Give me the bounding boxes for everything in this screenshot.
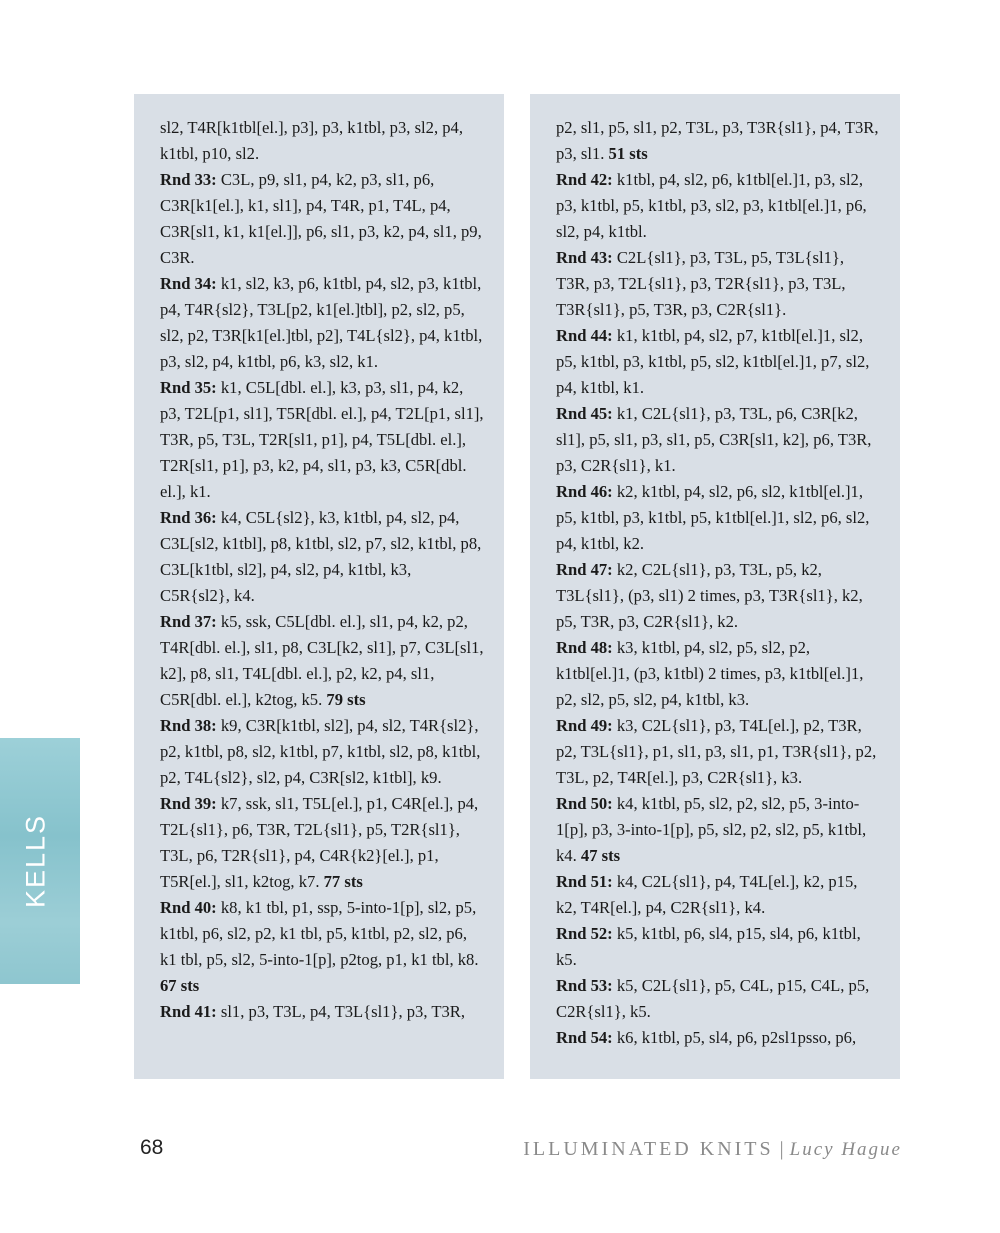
- round-instruction: [556, 115, 880, 167]
- round-label: Rnd 49:: [556, 716, 613, 735]
- round-text: k2, k1tbl, p4, sl2, p6, sl2, k1tbl[el.]1, p5, k1tbl, p3, k1tbl, p5, k1tbl[el.]1, sl2, p6, sl2, p4, k1tbl, k2.: [556, 482, 870, 553]
- round-instruction: [160, 115, 484, 167]
- round-instruction: [556, 1025, 880, 1051]
- round-text: k4, k1tbl, p5, sl2, p2, sl2, p5, 3-into-1[p], p3, 3-into-1[p], p5, sl2, p2, sl2, p5, k1tbl, k4.: [556, 794, 867, 865]
- round-text: C2L{sl1}, p3, T3L, p5, T3L{sl1}, T3R, p3, T2L{sl1}, p3, T2R{sl1}, p3, T3L, T3R{sl1}, p5, T3R, p3, C2R{sl1}.: [556, 248, 846, 319]
- round-label: Rnd 45:: [556, 404, 613, 423]
- round-label: Rnd 39:: [160, 794, 217, 813]
- round-instruction: [556, 921, 880, 973]
- round-instruction: [160, 791, 484, 895]
- round-text: k1, sl2, k3, p6, k1tbl, p4, sl2, p3, k1tbl, p4, T4R{sl2}, T3L[p2, k1[el.]tbl], p2, sl2, p5, sl2, p2, T3R[k1[el.]tbl, p2], T4L{sl2}, p4, k1tbl, p3, sl2, p4, k1tbl, p6, k3, sl2, k1.: [160, 274, 483, 371]
- round-text: k1, C5L[dbl. el.], k3, p3, sl1, p4, k2, p3, T2L[p1, sl1], T5R[dbl. el.], p4, T2L[p1, sl1], T3R, p5, T3L, T2R[sl1, p1], p4, T5L[dbl. el.], T2R[sl1, p1], p3, k2, p4, sl1, p3, k3, C5R[dbl. el.], k1.: [160, 378, 484, 501]
- round-label: Rnd 54:: [556, 1028, 613, 1047]
- round-label: Rnd 47:: [556, 560, 613, 579]
- round-label: Rnd 48:: [556, 638, 613, 657]
- round-instruction: [160, 999, 484, 1025]
- round-instruction: [160, 375, 484, 505]
- round-instruction: [556, 635, 880, 713]
- round-label: Rnd 37:: [160, 612, 217, 631]
- author-name: Lucy Hague: [789, 1139, 902, 1160]
- round-text: k1, C2L{sl1}, p3, T3L, p6, C3R[k2, sl1], p5, sl1, p3, sl1, p5, C3R[sl1, k2], p6, T3R, p3, C2R{sl1}, k1.: [556, 404, 872, 475]
- section-tab: [0, 738, 80, 984]
- round-text: k4, C2L{sl1}, p4, T4L[el.], k2, p15, k2, T4R[el.], p4, C2R{sl1}, k4.: [556, 872, 858, 917]
- round-label: Rnd 44:: [556, 326, 613, 345]
- round-instruction: [556, 167, 880, 245]
- round-label: Rnd 53:: [556, 976, 613, 995]
- round-instruction: [160, 713, 484, 791]
- round-text: C3L, p9, sl1, p4, k2, p3, sl1, p6, C3R[k1[el.], k1, sl1], p4, T4R, p1, T4L, p4, C3R[sl1, k1, k1[el.]], p6, sl1, p3, k2, p4, sl1, p9, C3R.: [160, 170, 482, 267]
- round-text: sl2, T4R[k1tbl[el.], p3], p3, k1tbl, p3, sl2, p4, k1tbl, p10, sl2.: [160, 118, 463, 163]
- round-label: Rnd 46:: [556, 482, 613, 501]
- round-instruction: [556, 791, 880, 869]
- round-text: k6, k1tbl, p5, sl4, p6, p2sl1psso, p6,: [612, 1028, 857, 1047]
- round-text: k3, C2L{sl1}, p3, T4L[el.], p2, T3R, p2, T3L{sl1}, p1, sl1, p3, sl1, p1, T3R{sl1}, p2, T3L, p2, T4R[el.], p3, C2R{sl1}, k3.: [556, 716, 877, 787]
- round-label: Rnd 34:: [160, 274, 217, 293]
- instructions-column-left: [160, 115, 484, 1025]
- round-label: Rnd 38:: [160, 716, 217, 735]
- round-instruction: [556, 973, 880, 1025]
- round-instruction: [556, 869, 880, 921]
- instructions-column-right: [556, 115, 880, 1051]
- round-label: Rnd 41:: [160, 1002, 217, 1021]
- round-label: Rnd 50:: [556, 794, 613, 813]
- round-label: Rnd 42:: [556, 170, 613, 189]
- round-text: k5, C2L{sl1}, p5, C4L, p15, C4L, p5, C2R{sl1}, k5.: [556, 976, 870, 1021]
- round-text: k4, C5L{sl2}, k3, k1tbl, p4, sl2, p4, C3L[sl2, k1tbl], p8, k1tbl, sl2, p7, sl2, k1tbl, p8, C3L[k1tbl, sl2], p4, sl2, p4, k1tbl, k3, C5R{sl2}, k4.: [160, 508, 482, 605]
- round-instruction: [160, 167, 484, 271]
- round-label: Rnd 40:: [160, 898, 217, 917]
- round-text: k7, ssk, sl1, T5L[el.], p1, C4R[el.], p4, T2L{sl1}, p6, T3R, T2L{sl1}, p5, T2R{sl1}, T3L, p6, T2R{sl1}, p4, C4R{k2}[el.], p1, T5R[el.], sl1, k2tog, k7.: [160, 794, 479, 891]
- round-label: Rnd 36:: [160, 508, 217, 527]
- round-label: Rnd 43:: [556, 248, 613, 267]
- round-text: k9, C3R[k1tbl, sl2], p4, sl2, T4R{sl2}, p2, k1tbl, p8, sl2, k1tbl, p7, k1tbl, sl2, p8, k1tbl, p2, T4L{sl2}, sl2, p4, C3R[sl2, k1tbl], k9.: [160, 716, 481, 787]
- section-tab-label: KELLS: [20, 813, 51, 909]
- running-footer: [523, 1138, 902, 1161]
- book-title: ILLUMINATED KNITS: [523, 1138, 774, 1160]
- round-instruction: [556, 713, 880, 791]
- round-label: Rnd 33:: [160, 170, 217, 189]
- round-text: k2, C2L{sl1}, p3, T3L, p5, k2, T3L{sl1}, (p3, sl1) 2 times, p3, T3R{sl1}, k2, p5, T3R, p3, C2R{sl1}, k2.: [556, 560, 863, 631]
- round-label: Rnd 35:: [160, 378, 217, 397]
- stitch-count: 47 sts: [576, 846, 621, 865]
- round-text: p2, sl1, p5, sl1, p2, T3L, p3, T3R{sl1}, p4, T3R, p3, sl1.: [556, 118, 879, 163]
- round-instruction: [556, 323, 880, 401]
- round-text: k8, k1 tbl, p1, ssp, 5-into-1[p], sl2, p5, k1tbl, p6, sl2, p2, k1 tbl, p5, k1tbl, p2, sl2, p6, k1 tbl, p5, sl2, 5-into-1[p], p2tog, p1, k1 tbl, k8.: [160, 898, 479, 969]
- round-label: Rnd 51:: [556, 872, 613, 891]
- round-instruction: [556, 479, 880, 557]
- instructions-panel-right: [530, 94, 900, 1079]
- stitch-count: 77 sts: [319, 872, 363, 891]
- round-instruction: [556, 245, 880, 323]
- stitch-count: 79 sts: [322, 690, 366, 709]
- page-number: 68: [140, 1136, 164, 1159]
- round-text: sl1, p3, T3L, p4, T3L{sl1}, p3, T3R,: [216, 1002, 465, 1021]
- round-instruction: [160, 505, 484, 609]
- round-instruction: [160, 271, 484, 375]
- round-text: k5, k1tbl, p6, sl4, p15, sl4, p6, k1tbl, k5.: [556, 924, 861, 969]
- round-text: k5, ssk, C5L[dbl. el.], sl1, p4, k2, p2, T4R[dbl. el.], sl1, p8, C3L[k2, sl1], p7, C3L[sl1, k2], p8, sl1, T4L[dbl. el.], p2, k2, p4, sl1, C5R[dbl. el.], k2tog, k5.: [160, 612, 484, 709]
- round-instruction: [556, 401, 880, 479]
- round-text: k1, k1tbl, p4, sl2, p7, k1tbl[el.]1, sl2, p5, k1tbl, p3, k1tbl, p5, sl2, k1tbl[el.]1, p7, sl2, p4, k1tbl, k1.: [556, 326, 870, 397]
- round-instruction: [160, 609, 484, 713]
- instructions-panel-left: [134, 94, 504, 1079]
- round-instruction: [160, 895, 484, 999]
- round-instruction: [556, 557, 880, 635]
- footer-separator: |: [779, 1138, 784, 1160]
- round-text: k3, k1tbl, p4, sl2, p5, sl2, p2, k1tbl[el.]1, (p3, k1tbl) 2 times, p3, k1tbl[el.]1, p2, sl2, p5, sl2, p4, k1tbl, k3.: [556, 638, 864, 709]
- round-text: k1tbl, p4, sl2, p6, k1tbl[el.]1, p3, sl2, p3, k1tbl, p5, k1tbl, p3, sl2, p3, k1tbl[el.]1, p6, sl2, p4, k1tbl.: [556, 170, 867, 241]
- stitch-count: 67 sts: [160, 976, 200, 995]
- round-label: Rnd 52:: [556, 924, 613, 943]
- stitch-count: 51 sts: [604, 144, 648, 163]
